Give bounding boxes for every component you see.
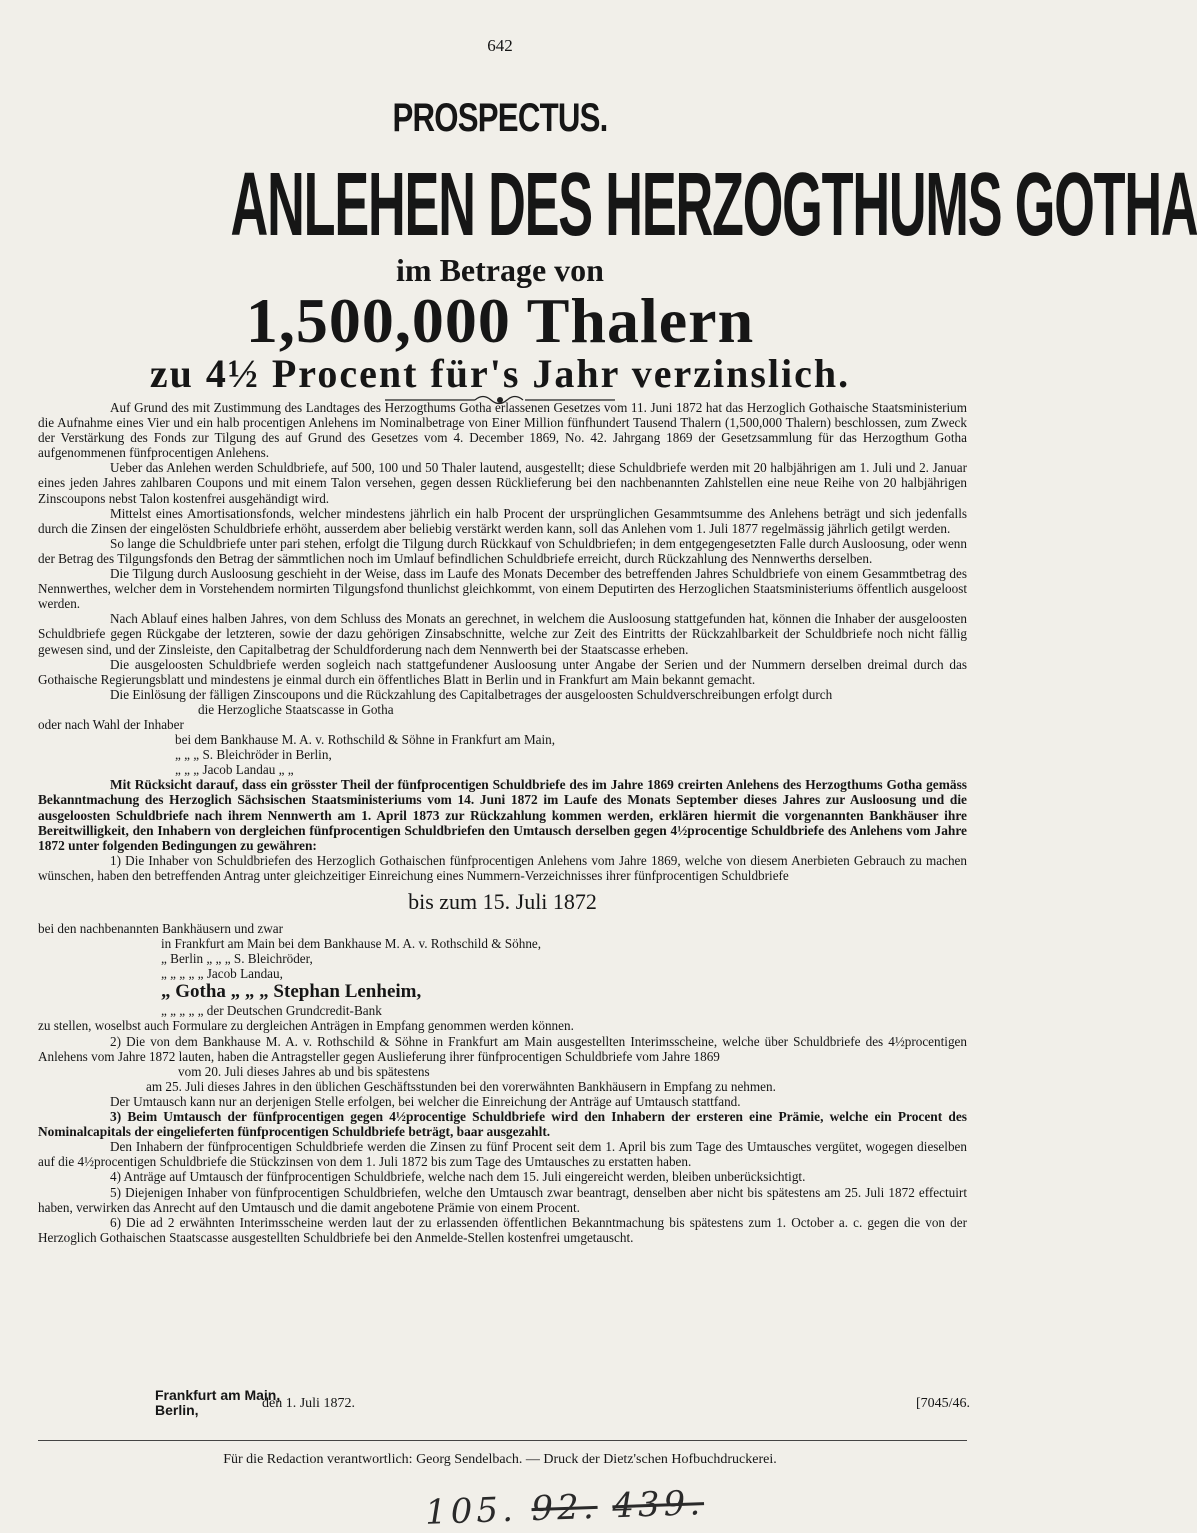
payment-bank-3: „ „ „ Jacob Landau „ „ [175,762,294,778]
handwritten-shelfmark [424,1483,704,1533]
paragraph-4: So lange die Schuldbriefe unter pari stehen, erfolgt die Tilgung durch Rückkauf von Schuldbriefen; in dem entgegengesetzten Falle durch Ausloosung, oder wenn der Betrag des Tilgungsfonds den Betrag der sämmtlichen noch im Umlauf befindlichen Schuldbriefe erreicht, durch Rückzahlung des Nennwerths derselben. [38,535,967,566]
paragraph-6: Nach Ablauf eines halben Jahres, von dem Schluss des Monats an gerechnet, in welchem die Ausloosung stattgefunden hat, können die Inhaber der ausgeloosten Schuldbriefe gegen Rückgabe der letzteren, sowie der dazu gehörigen Zinsabschnitte, welche zur Zeit des Eintritts der Rückzahlbarkeit der Schuldbriefe noch nicht fällig gewesen sind, und der Zinsleiste, den Capitalbetrag der Schuldforderung nach dem Nennwerth bei der Staatscasse erheben. [38,611,967,657]
date-from: vom 20. Juli dieses Jahres ab und bis spätestens [178,1063,430,1079]
exchange-bank-1: in Frankfurt am Main bei dem Bankhause M. A. v. Rothschild & Söhne, [161,936,542,952]
page-number: 642 [487,36,513,55]
paragraph-5: Die Tilgung durch Ausloosung geschieht in der Weise, dass im Laufe des Monats December des betreffenden Jahres Schuldbriefe von einem Gesammtbetrag des Nennwerthes, welcher dem in Vorstehendem normirten Tilgungsfond thunlichst gleichkommt, von einem Deputirten des Herzoglichen Staatsministeriums öffentlich ausgeloost werden. [38,566,967,612]
payment-office-1: die Herzogliche Staatscasse in Gotha [198,701,394,717]
forms-note: zu stellen, woselbst auch Formulare zu dergleichen Anträgen in Empfang genommen werden können. [38,1018,574,1034]
interest-compensation: Den Inhabern der fünfprocentigen Schuldbriefe werden die Zinsen zu fünf Procent seit dem 1. April bis zum Tage des Umtausches vergütet, wogegen dieselben auf die 4½procentigen Schuldbriefe die Stückzinsen von dem 1. Juli 1872 bis zum Tage des Umtausches zu erstatten haben. [38,1139,967,1170]
exchange-bank-2: „ Berlin „ „ „ S. Bleichröder, [161,951,313,967]
exchange-bank-4: „ Gotha „ „ „ Stephan Lenheim, [161,981,422,1003]
printer-imprint: Für die Redaction verantwortlich: Georg Sendelbach. — Druck der Dietz'schen Hofbuchdruckerei. [223,1452,777,1467]
paragraph-exchange-offer: Mit Rücksicht darauf, dass ein grösster Theil der fünfprocentigen Schuldbriefe des im Jahre 1869 creirten Anlehens des Herzogthums Gotha gemäss Bekanntmachung des Herzoglich Sächsischen Staatsministeriums vom 14. Juni 1872 im Laufe des Monats September dieses Jahres zur Ausloosung und die ausgeloosten Schuldbriefe nach ihrem Nennwerth am 1. April 1873 zur Rückzahlung kommen werden, erklären hiermit die vorgenannten Bankhäuser ihre Bereitwilligkeit, den Inhabern von dergleichen fünfprocentigen Schuldbriefen den Umtausch derselben gegen 4½procentige Schuldbriefe des Anlehens vom Jahre 1872 unter folgenden Bedingungen zu gewähren: [38,777,967,853]
handwritten-part-c: 439. [611,1483,705,1527]
paragraph-1: Auf Grund des mit Zustimmung des Landtages des Herzogthums Gotha erlassenen Gesetzes vom 11. Juni 1872 hat das Herzoglich Gothaische Staatsministerium die Aufnahme eines Vier und ein halb procentigen Anlehens im Nominalbetrage von Einer Million fünfhundert Tausend Thalern (1,500,000 Thalern) beschlossen, zum Zweck der Verstärkung des Fonds zur Tilgung des auf Grund des Gesetzes vom 4. December 1869, No. 42. Jahrgang 1869 der Gesetzsammlung für das Herzogthum Gotha aufgenommenen fünfprocentigen Anlehens. [38,400,967,461]
paragraph-8: Die Einlösung der fälligen Zinscoupons und die Rückzahlung des Capitalbetrages der ausgeloosten Schuldverschreibungen erfolgt durch [110,686,833,702]
place-frankfurt: Frankfurt am Main, [155,1387,281,1403]
condition-4: 4) Anträge auf Umtausch der fünfprocentigen Schuldbriefe, welche nach dem 15. Juli eingereicht werden, bleiben unberücksichtigt. [110,1169,806,1185]
exchange-bank-5: „ „ „ „ „ der Deutschen Grundcredit-Bank [161,1003,382,1019]
payment-alternative: oder nach Wahl der Inhaber [38,716,184,732]
condition-2: 2) Die von dem Bankhause M. A. v. Rothschild & Söhne in Frankfurt am Main ausgestellten Interimsscheine, welche über Schuldbriefe des 4½procentigen Anlehens vom Jahre 1872 lauten, haben die Antragsteller gegen Auslieferung ihrer fünfprocentigen Schuldbriefe vom Jahre 1869 [38,1033,967,1064]
bank-list-intro: bei den nachbenannten Bankhäusern und zwar [38,921,283,936]
place-berlin: Berlin, [155,1402,199,1418]
payment-bank-1: bei dem Bankhause M. A. v. Rothschild & Söhne in Frankfurt am Main, [175,732,556,748]
payment-bank-2: „ „ „ S. Bleichröder in Berlin, [175,747,332,763]
handwritten-part-a: 105. [424,1489,518,1533]
heading-prospectus: PROSPECTUS. [392,96,608,140]
prospectus-body [38,400,967,1245]
condition-5: 5) Diejenigen Inhaber von fünfprocentigen Schuldbriefen, welche den Umtausch zwar beantragt, denselben aber nicht bis spätestens am 25. Juli 1872 effectuirt haben, verwirken das Anrecht auf den Umtausch und die damit angebotene Prämie von einem Procent. [38,1184,967,1215]
paragraph-3: Mittelst eines Amortisationsfonds, welcher mindestens jährlich ein halb Procent der ursprünglichen Gesammtsumme des Anlehens beträgt und sich jedenfalls durch die Zinsen der eingelösten Schuldbriefe erhöht, ausserdem aber beliebig verstärkt werden kann, soll das Anlehen vom 1. Juli 1877 regelmässig jährlich getilgt werden. [38,505,967,536]
handwritten-part-b: 92. [530,1486,599,1530]
issue-date: den 1. Juli 1872. [262,1396,355,1411]
exchange-location-note: Der Umtausch kann nur an derjenigen Stelle erfolgen, bei welcher die Einreichung der Anträge auf Umtausch stattfand. [110,1093,741,1109]
exchange-bank-3: „ „ „ „ „ Jacob Landau, [161,966,283,982]
condition-6: 6) Die ad 2 erwähnten Interimsscheine werden laut der zu erlassenden öffentlichen Bekanntmachung bis spätestens zum 1. October a. c. gegen die von der Herzoglich Gothaischen Staatscasse ausgestellten Schuldbriefe bei den Anmelde-Stellen kostenfrei umgetauscht. [38,1214,967,1245]
subtitle-amount-intro: im Betrage von [396,252,604,288]
deadline: bis zum 15. Juli 1872 [408,889,597,914]
date-until: am 25. Juli dieses Jahres in den üblichen Geschäftsstunden bei den vorerwähnten Bankhäusern in Empfang zu nehmen. [146,1078,776,1094]
reference-code: [7045/46. [915,1396,970,1411]
interest-line: zu 4½ Procent für's Jahr verzinslich. [149,351,851,396]
condition-3: 3) Beim Umtausch der fünfprocentigen gegen 4½procentige Schuldbriefe wird den Inhabern der ersteren eine Prämie, welche ein Procent des Nominalcapitals der eingelieferten fünfprocentigen Schuldbriefe beträgt, baar ausgezahlt. [38,1109,967,1140]
loan-headline: ANLEHEN DES HERZOGTHUMS GOTHA [230,155,1197,255]
paragraph-7: Die ausgeloosten Schuldbriefe werden sogleich nach stattgefundener Ausloosung unter Angabe der Serien und der Nummern derselben dreimal durch das Gothaische Regierungsblatt und mindestens je einmal durch ein öffentliches Blatt in Berlin und in Frankfurt am Main bekannt gemacht. [38,656,967,687]
footer-rule [38,1440,967,1441]
loan-amount: 1,500,000 Thalern [245,285,755,356]
paragraph-2: Ueber das Anlehen werden Schuldbriefe, auf 500, 100 und 50 Thaler lautend, ausgestellt; diese Schuldbriefe werden mit 20 halbjährigen am 1. Juli und 2. Januar eines jeden Jahres zahlbaren Coupons und mit einem Talon versehen, gegen dessen Rücklieferung bei den nachbenannten Zahlstellen eine neue Reihe von 20 halbjährigen Zinscoupons nebst Talon kostenfrei ausgehändigt wird. [38,460,967,506]
condition-1: 1) Die Inhaber von Schuldbriefen des Herzoglich Gothaischen fünfprocentigen Anlehens vom Jahre 1869, welche von diesem Anerbieten Gebrauch zu machen wünschen, haben den betreffenden Antrag unter gleichzeitiger Einreichung eines Nummern-Verzeichnisses ihrer fünfprocentigen Schuldbriefe [38,852,967,883]
